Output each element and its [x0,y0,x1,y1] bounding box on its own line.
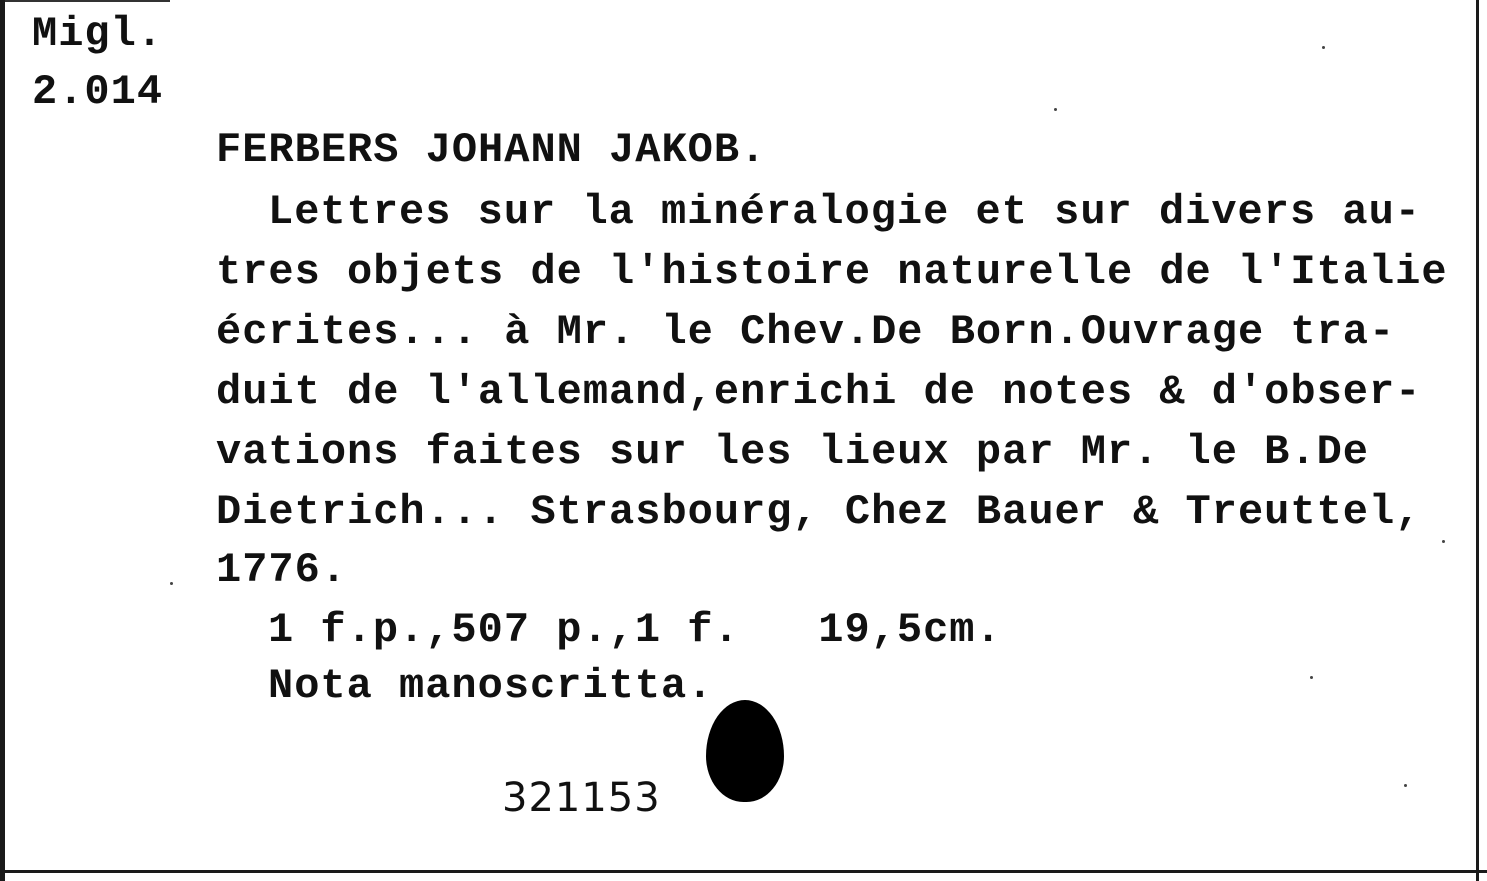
shelf-mark-collection: Migl. [32,10,164,58]
scan-edge-right [1476,0,1479,881]
title-line: Lettres sur la minéralogie et sur divers au- [268,188,1421,236]
scan-edge-left [0,0,5,881]
title-line: Dietrich... Strasbourg, Chez Bauer & Treuttel, [216,488,1422,536]
scan-speck [1322,46,1325,49]
title-line: tres objets de l'histoire naturelle de l'Italie [216,248,1448,296]
scan-speck [1310,676,1313,679]
scan-edge-top [0,0,170,2]
author-heading: FERBERS JOHANN JAKOB. [216,126,767,174]
title-line: duit de l'allemand,enrichi de notes & d'obser- [216,368,1422,416]
collation: 1 f.p.,507 p.,1 f. 19,5cm. [268,606,1002,654]
title-line: vations faites sur les lieux par Mr. le B.De [216,428,1369,476]
note: Nota manoscritta. [268,662,714,710]
scan-speck [170,582,173,585]
title-line: écrites... à Mr. le Chev.De Born.Ouvrage tra- [216,308,1396,356]
punch-hole [706,700,784,802]
inventory-number: 321153 [502,775,661,821]
publication-year: 1776. [216,546,348,594]
scan-speck [1442,540,1445,543]
scan-edge-bottom [0,870,1487,873]
scan-speck [1404,784,1407,787]
shelf-mark-number: 2.014 [32,68,164,116]
scan-speck [1054,108,1057,111]
